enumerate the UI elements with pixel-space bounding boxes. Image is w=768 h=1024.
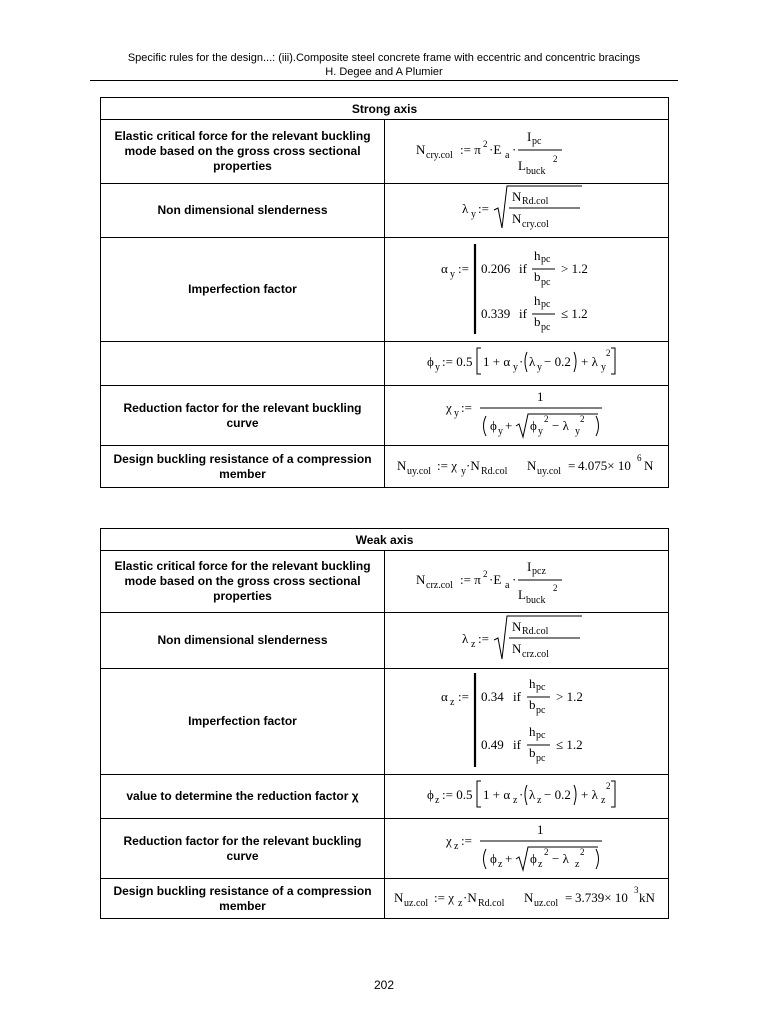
svg-text:pc: pc [531,136,541,147]
svg-text:2: 2 [579,414,584,424]
svg-text:N: N [415,572,425,587]
imperfection-factor-formula [385,669,669,775]
svg-text:λ: λ [528,354,535,369]
svg-text:z: z [512,795,517,806]
svg-text:a: a [504,150,509,161]
svg-text:2: 2 [482,139,487,149]
table-row [101,879,669,919]
svg-text:z: z [434,795,439,806]
svg-text:1: 1 [536,389,543,404]
svg-text:pcz: pcz [531,566,546,577]
svg-text:pc: pc [535,730,545,741]
svg-text:2: 2 [605,348,610,358]
svg-text:y: y [453,408,459,419]
svg-text:I: I [526,129,531,144]
table-title: Strong axis [101,98,669,120]
svg-text:if: if [518,306,527,321]
svg-text:+: + [504,851,512,866]
table-row [101,775,669,819]
svg-text:0.34: 0.34 [480,689,504,704]
svg-text:3: 3 [634,885,639,895]
svg-text:uz.col: uz.col [534,898,559,909]
svg-text:− 0.2: − 0.2 [543,787,571,802]
svg-text:z: z [458,898,463,909]
phi-formula [385,775,669,819]
svg-text:1: 1 [536,822,543,837]
row-label: Non dimensional slenderness [101,613,385,669]
svg-text:y: y [449,269,455,280]
svg-text:·: · [518,354,523,369]
svg-text:y: y [537,426,543,437]
svg-text:crz.col: crz.col [521,649,549,660]
svg-text::=: := [457,261,469,276]
svg-text:1 + α: 1 + α [482,354,510,369]
weak-axis-table [100,528,669,919]
table-title: Weak axis [101,529,669,551]
svg-text:y: y [600,362,606,373]
table-row [101,613,669,669]
svg-text:pc: pc [540,254,550,265]
svg-text::=: := [477,631,489,646]
svg-text:crz.col: crz.col [425,580,453,591]
svg-text:y: y [434,362,440,373]
svg-text:α: α [440,689,448,704]
svg-text:h: h [533,248,540,263]
svg-text:pc: pc [540,322,550,333]
svg-text:N: N [511,189,521,204]
svg-text:pc: pc [535,682,545,693]
svg-text:≤ 1.2: ≤ 1.2 [555,737,583,752]
svg-text::= π: := π [459,142,481,157]
svg-text:χ: χ [445,833,452,848]
svg-text:N: N [394,890,404,905]
svg-text:kN: kN [639,890,655,905]
table-row [101,238,669,342]
svg-text::=: := [457,689,469,704]
svg-text:2: 2 [552,583,557,593]
svg-text::=: := [460,833,472,848]
row-label: Imperfection factor [101,669,385,775]
svg-text:·: · [518,787,523,802]
svg-text:buck: buck [525,166,545,177]
page-number: 202 [373,978,395,992]
svg-text:+ λ: + λ [580,787,598,802]
row-label: value to determine the reduction factor χ [101,775,385,819]
svg-text::=: := [477,201,489,216]
svg-text:N: N [511,211,521,226]
svg-text::= χ: := χ [434,890,454,905]
critical-force-formula [385,551,669,613]
svg-text:b: b [528,745,535,760]
svg-text:if: if [518,261,527,276]
svg-text::= π: := π [459,572,481,587]
svg-text:b: b [533,314,540,329]
svg-text:z: z [449,697,454,708]
svg-text:3.739× 10: 3.739× 10 [575,890,628,905]
svg-text::= 0.5: := 0.5 [441,354,472,369]
row-label: Design buckling resistance of a compression member [101,446,385,488]
svg-text:buck: buck [525,595,545,606]
table-row [101,342,669,386]
svg-text:z: z [537,859,542,870]
svg-text:y: y [512,362,518,373]
slenderness-formula [385,184,669,238]
svg-text:2: 2 [605,781,610,791]
header-rule [90,80,678,81]
table-row [101,669,669,775]
row-label: Non dimensional slenderness [101,184,385,238]
svg-text:b: b [533,269,540,284]
svg-text:=: = [565,890,573,905]
imperfection-factor-formula [385,238,669,342]
svg-text:λ: λ [528,787,535,802]
svg-text:h: h [528,676,535,691]
svg-text:h: h [528,724,535,739]
svg-text:ϕ: ϕ [489,851,497,866]
svg-text:z: z [453,841,458,852]
svg-text:z: z [470,639,475,650]
header-authors: H. Degee and A Plumier [325,66,443,78]
svg-text:z: z [536,795,541,806]
svg-text:cry.col: cry.col [521,219,549,230]
table-row [101,120,669,184]
svg-text:ϕ: ϕ [529,851,537,866]
svg-text:2: 2 [543,414,548,424]
svg-text:y: y [470,209,476,220]
svg-text:if: if [512,689,521,704]
svg-text::= 0.5: := 0.5 [441,787,472,802]
svg-text:ϕ: ϕ [489,418,497,433]
reduction-factor-formula [385,819,669,879]
svg-text:pc: pc [540,277,550,288]
svg-text:L: L [517,158,526,173]
svg-text:2: 2 [579,847,584,857]
header-title: Specific rules for the design...: (iii).Composite steel concrete frame with eccentric and concentric bracings [127,52,641,64]
row-label: Elastic critical force for the relevant buckling mode based on the gross cross sectional properties [101,551,385,613]
svg-text:y: y [574,426,580,437]
svg-text:N: N [524,890,534,905]
svg-text:y: y [497,426,503,437]
svg-text:z: z [497,859,502,870]
svg-text:z: z [574,859,579,870]
svg-text:− 0.2: − 0.2 [543,354,571,369]
svg-text:ϕ: ϕ [529,418,537,433]
svg-text:2: 2 [552,154,557,164]
svg-text:=: = [567,458,575,473]
row-label: Imperfection factor [101,238,385,342]
svg-text:N: N [396,458,406,473]
svg-text:N: N [415,142,425,157]
svg-text:χ: χ [445,400,452,415]
svg-text:> 1.2: > 1.2 [555,689,583,704]
table-row [101,446,669,488]
critical-force-formula [385,120,669,184]
svg-text:1 + α: 1 + α [482,787,510,802]
table-row [101,386,669,446]
svg-text:+ λ: + λ [580,354,598,369]
svg-text:2: 2 [482,569,487,579]
svg-text:pc: pc [540,299,550,310]
svg-text:4.075× 10: 4.075× 10 [577,458,631,473]
svg-text:Rd.col: Rd.col [521,626,548,637]
svg-text::= χ: := χ [436,458,457,473]
buckling-resistance-formula [385,446,669,488]
svg-text:N: N [643,458,653,473]
table-row [101,551,669,613]
svg-text:ϕ: ϕ [426,354,434,369]
svg-text:y: y [460,466,466,477]
svg-text:λ: λ [461,631,468,646]
strong-axis-table [100,97,669,488]
svg-text:Rd.col: Rd.col [478,898,505,909]
svg-text:6: 6 [636,453,641,463]
svg-text:z: z [600,795,605,806]
svg-text:I: I [526,559,531,574]
table-row [101,184,669,238]
svg-text:L: L [517,587,526,602]
svg-text:λ: λ [461,201,468,216]
svg-text:pc: pc [535,753,545,764]
svg-text:0.49: 0.49 [480,737,504,752]
table-row [101,819,669,879]
svg-text:+: + [504,418,512,433]
svg-text:Rd.col: Rd.col [521,196,548,207]
svg-text:> 1.2: > 1.2 [560,261,588,276]
svg-text:pc: pc [535,705,545,716]
phi-formula [385,342,669,386]
svg-text:0.339: 0.339 [480,306,510,321]
svg-text:h: h [533,293,540,308]
svg-text:ϕ: ϕ [426,787,434,802]
svg-text:− λ: − λ [551,418,569,433]
svg-text:cry.col: cry.col [425,150,453,161]
svg-text:a: a [504,580,509,591]
svg-text:0.206: 0.206 [480,261,510,276]
svg-text:if: if [512,737,521,752]
buckling-resistance-formula [385,879,669,919]
svg-text:uy.col: uy.col [406,466,431,477]
slenderness-formula [385,613,669,669]
svg-text:·N: ·N [465,458,480,473]
row-label: Reduction factor for the relevant buckling curve [101,386,385,446]
svg-text:·E: ·E [488,142,501,157]
svg-text::=: := [460,400,472,415]
svg-text:b: b [528,697,535,712]
svg-text:N: N [511,641,521,656]
svg-text:− λ: − λ [551,851,569,866]
row-label: Reduction factor for the relevant buckling curve [101,819,385,879]
svg-text:·N: ·N [463,890,477,905]
svg-text:uz.col: uz.col [404,898,429,909]
reduction-factor-formula [385,386,669,446]
row-label: Design buckling resistance of a compression member [101,879,385,919]
svg-text:Rd.col: Rd.col [480,466,507,477]
svg-text:y: y [536,362,542,373]
svg-text:α: α [440,261,448,276]
svg-text:·E: ·E [488,572,501,587]
row-label: Elastic critical force for the relevant buckling mode based on the gross cross sectional properties [101,120,385,184]
svg-text:·: · [511,572,516,587]
svg-text:uy.col: uy.col [536,466,561,477]
svg-text:≤ 1.2: ≤ 1.2 [560,306,588,321]
svg-text:N: N [511,619,521,634]
svg-text:·: · [511,142,516,157]
row-label [101,342,385,386]
svg-text:2: 2 [543,847,548,857]
svg-text:N: N [526,458,536,473]
